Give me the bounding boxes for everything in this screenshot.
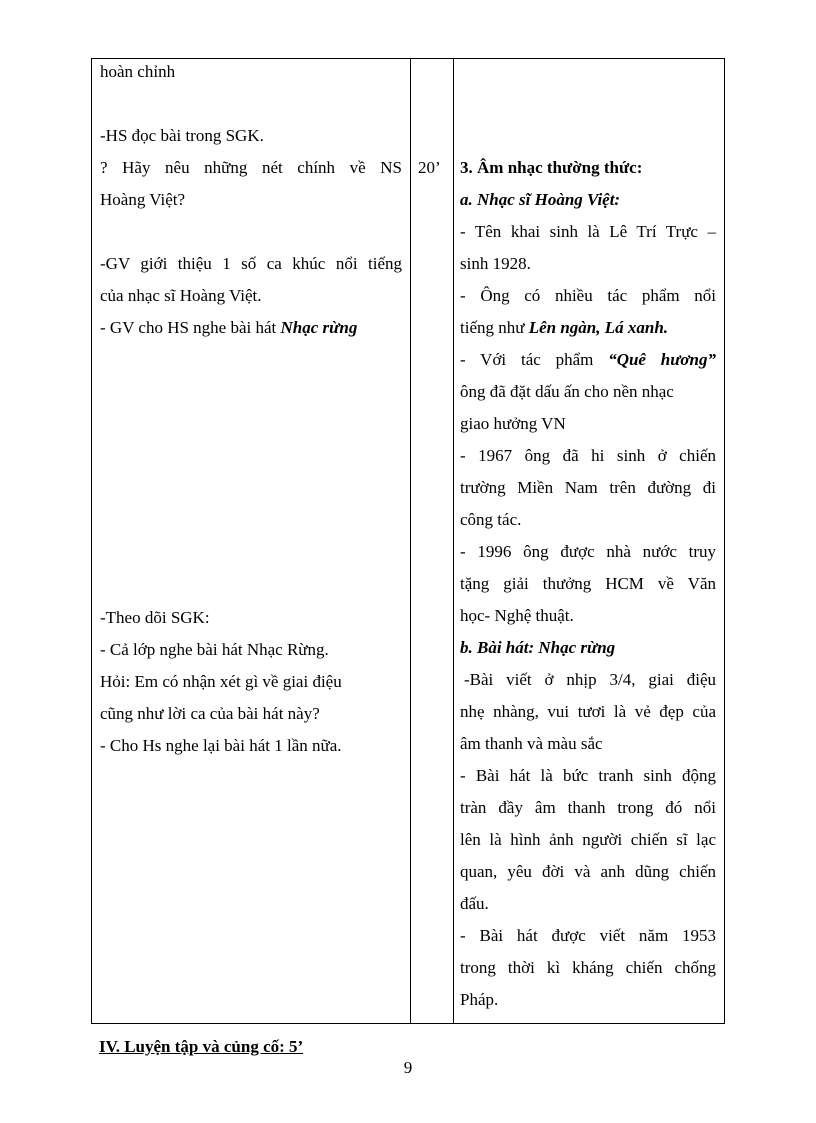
content-line: công tác. — [460, 510, 522, 529]
content-line: giao hưởng VN — [460, 414, 566, 433]
content-line: nhẹ nhàng, vui tươi là vẻ đẹp của — [460, 702, 716, 721]
song-title: Nhạc rừng — [280, 318, 358, 337]
works-list: Lên ngàn, Lá xanh. — [528, 318, 669, 337]
content-line: - Tên khai sinh là Lê Trí Trực – — [460, 222, 716, 241]
content-line: - Bài hát được viết năm 1953 — [460, 926, 716, 945]
content-line: âm thanh và màu sắc — [460, 734, 603, 753]
content-line — [460, 318, 668, 338]
content-text: - Với tác phẩm — [460, 350, 609, 369]
section-heading-practice: IV. Luyện tập và củng cố: 5’ — [99, 1037, 304, 1056]
content-line: - 1967 ông đã hi sinh ở chiến — [460, 446, 716, 465]
activity-line: của nhạc sĩ Hoàng Việt. — [100, 286, 262, 305]
content-line: tặng giải thưởng HCM về Văn — [460, 574, 716, 593]
activity-text: - GV cho HS nghe bài hát — [100, 318, 281, 337]
section-title-text: 3. Âm nhạc thường thức: — [460, 158, 643, 177]
activity-line: Hỏi: Em có nhận xét gì về giai điệu — [100, 672, 342, 691]
content-line: lên là hình ảnh người chiến sĩ lạc — [460, 830, 716, 849]
content-line: - 1996 ông được nhà nước truy — [460, 542, 716, 561]
content-column — [454, 59, 724, 1023]
subheading-a: a. Nhạc sĩ Hoàng Việt: — [460, 190, 621, 209]
content-line: - Bài hát là bức tranh sinh động — [460, 766, 716, 785]
content-line — [460, 350, 716, 370]
content-line: -Bài viết ở nhịp 3/4, giai điệu — [464, 670, 716, 689]
activity-line — [100, 318, 357, 338]
content-line: - Ông có nhiều tác phẩm nổi — [460, 286, 716, 305]
content-line: sinh 1928. — [460, 254, 531, 273]
activity-line: ? Hãy nêu những nét chính về NS — [100, 158, 402, 177]
content-line: Pháp. — [460, 990, 499, 1009]
section-title — [460, 158, 642, 178]
content-line: đấu. — [460, 894, 489, 913]
time-column — [411, 59, 454, 1023]
subheading-b: b. Bài hát: Nhạc rừng — [460, 638, 616, 657]
content-line: trong thời kì kháng chiến chống — [460, 958, 716, 977]
activity-line: - Cho Hs nghe lại bài hát 1 lần nữa. — [100, 736, 342, 755]
activity-line: -GV giới thiệu 1 số ca khúc nổi tiếng — [100, 254, 402, 273]
activity-line: -HS đọc bài trong SGK. — [100, 126, 264, 145]
activity-line: hoàn chỉnh — [100, 62, 176, 81]
time-value: 20’ — [418, 158, 441, 177]
content-line: quan, yêu đời và anh dũng chiến — [460, 862, 716, 881]
content-line: học- Nghệ thuật. — [460, 606, 574, 625]
activity-line: Hoàng Việt? — [100, 190, 186, 209]
content-text: tiếng như — [460, 318, 529, 337]
activity-line: cũng như lời ca của bài hát này? — [100, 704, 320, 723]
activities-column — [92, 59, 411, 1023]
lesson-table — [91, 58, 725, 1024]
content-line: ông đã đặt dấu ấn cho nền nhạc — [460, 382, 674, 401]
content-line: tràn đầy âm thanh trong đó nổi — [460, 798, 716, 817]
activity-line: - Cả lớp nghe bài hát Nhạc Rừng. — [100, 640, 329, 659]
work-title: “Quê hương” — [608, 350, 716, 369]
content-line: trường Miền Nam trên đường đi — [460, 478, 716, 497]
activity-line: -Theo dõi SGK: — [100, 608, 210, 627]
page-number: 9 — [403, 1058, 413, 1077]
